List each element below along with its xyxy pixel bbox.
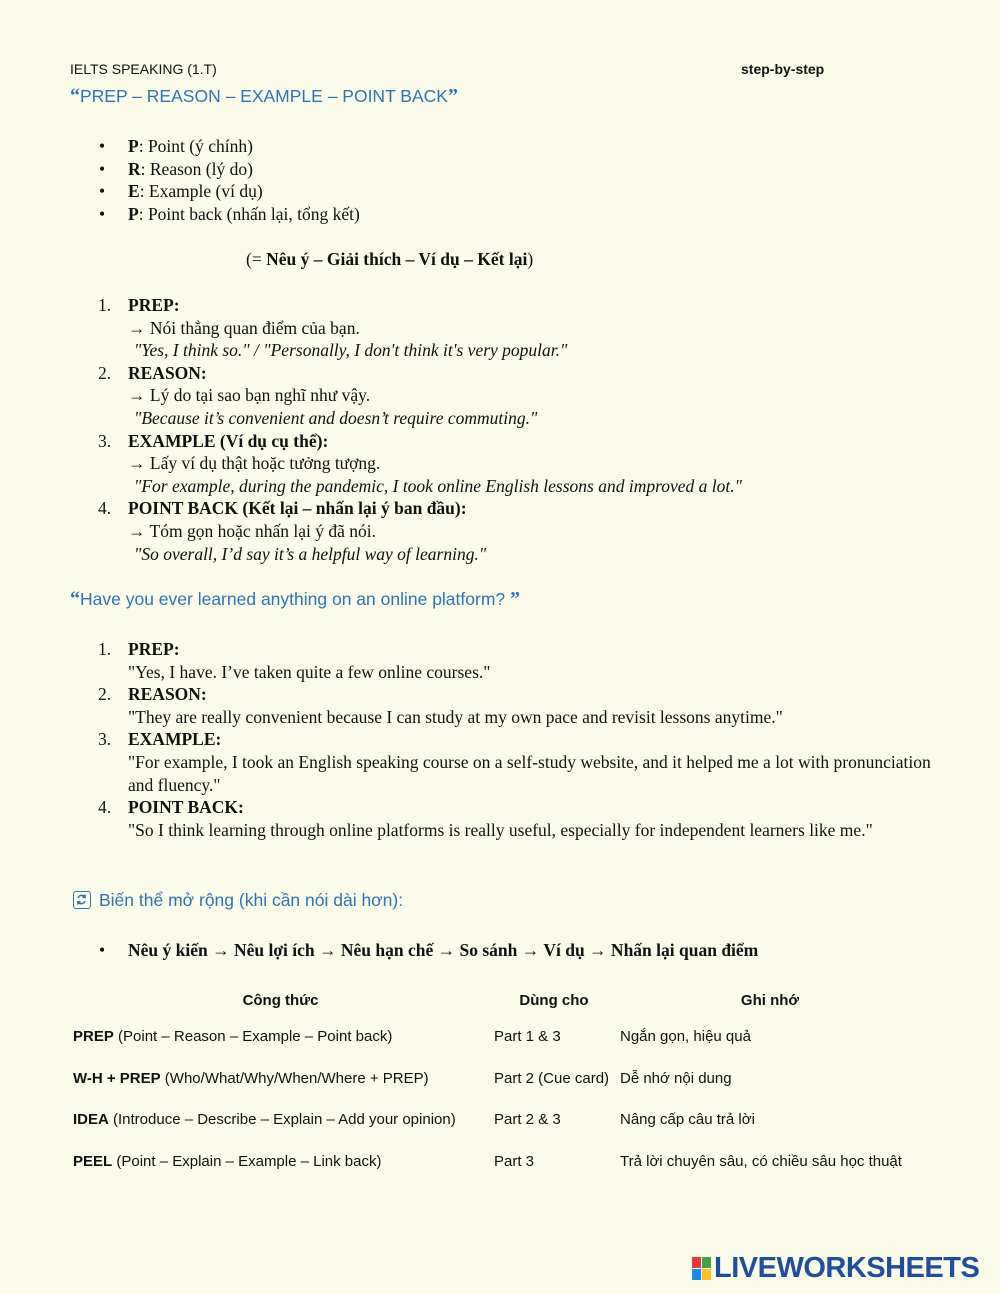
open-quote: “ xyxy=(70,85,80,107)
formula-expansion: (Introduce – Describe – Explain – Add your opinion) xyxy=(108,1111,456,1129)
list-item xyxy=(128,158,360,181)
step-number: 2. xyxy=(98,362,112,383)
use-cell: Part 2 (Cue card) xyxy=(494,1069,610,1087)
definition-letter: P xyxy=(128,136,139,156)
table-header-row xyxy=(70,984,923,1016)
logo-box xyxy=(692,1269,701,1280)
definition-list xyxy=(128,135,360,225)
note-cell: Nâng cấp câu trả lời xyxy=(620,1111,755,1129)
step-title: POINT BACK (Kết lại – nhấn lại ý ban đầu): xyxy=(128,498,467,519)
table-header-cell: Công thức xyxy=(242,991,319,1009)
formula-key: PEEL xyxy=(73,1152,113,1170)
step-number: 1. xyxy=(98,295,112,315)
definition-letter: E xyxy=(128,181,140,202)
logo-box xyxy=(702,1269,711,1280)
question-text: Have you ever learned anything on an online platform? xyxy=(80,589,510,609)
summary-close: ) xyxy=(527,249,534,269)
refresh-icon xyxy=(73,891,91,909)
table-row xyxy=(70,1058,923,1100)
definition-letter: R xyxy=(128,158,141,179)
summary-open: (= xyxy=(246,249,267,269)
answer-text: "Yes, I have. I’ve taken quite a few online courses." xyxy=(128,661,491,682)
steps-list xyxy=(98,294,742,565)
step-example: "For example, during the pandemic, I took online English lessons and improved a lot." xyxy=(134,475,742,496)
answer-title: REASON: xyxy=(128,684,207,705)
definition-letter: P xyxy=(128,203,139,224)
summary-bold: Nêu ý – Giải thích – Ví dụ – Kết lại xyxy=(266,249,528,269)
extension-heading-text: Biến thể mở rộng (khi cần nói dài hơn): xyxy=(99,890,404,910)
answer-number: 4. xyxy=(98,797,112,818)
formula-cell xyxy=(70,1099,491,1141)
formula-cell xyxy=(70,1016,491,1058)
step-desc: → Tóm gọn hoặc nhấn lại ý đã nói. xyxy=(128,520,377,541)
formula-expansion: (Point – Explain – Example – Link back) xyxy=(112,1152,382,1170)
formula-table xyxy=(70,984,923,1182)
answer-number: 1. xyxy=(98,639,112,659)
note-cell: Dễ nhớ nội dung xyxy=(620,1069,732,1087)
list-item xyxy=(98,362,742,430)
header-title: IELTS SPEAKING (1.T) xyxy=(70,61,217,77)
question-heading xyxy=(70,588,520,611)
logo-icon xyxy=(692,1257,711,1280)
formula-expansion: (Who/What/Why/When/Where + PREP) xyxy=(160,1069,429,1087)
section-title-text: PREP – REASON – EXAMPLE – POINT BACK xyxy=(80,86,448,106)
logo-text: LIVEWORKSHEETS xyxy=(714,1252,980,1284)
answer-title: EXAMPLE: xyxy=(128,729,222,750)
liveworksheets-logo xyxy=(692,1252,979,1285)
table-row xyxy=(70,1016,923,1058)
note-cell: Ngắn gọn, hiệu quả xyxy=(620,1028,751,1046)
use-cell: Part 3 xyxy=(494,1152,535,1170)
step-title: REASON: xyxy=(128,362,207,383)
step-example: "Yes, I think so." / "Personally, I don't think it's very popular." xyxy=(134,340,568,361)
step-number: 4. xyxy=(98,498,112,519)
formula-key: IDEA xyxy=(73,1111,109,1129)
definition-text: : Reason (lý do) xyxy=(140,158,253,179)
list-item xyxy=(128,180,360,203)
use-cell: Part 1 & 3 xyxy=(494,1028,561,1046)
table-header-cell: Dùng cho xyxy=(519,991,589,1009)
list-item xyxy=(98,638,938,683)
formula-key: W-H + PREP xyxy=(73,1069,161,1087)
answer-title: POINT BACK: xyxy=(128,797,244,818)
definition-text: : Point back (nhấn lại, tổng kết) xyxy=(138,203,360,224)
logo-box xyxy=(702,1257,711,1268)
formula-cell xyxy=(70,1141,491,1183)
logo-box xyxy=(692,1257,701,1268)
list-item xyxy=(98,497,742,565)
list-item xyxy=(98,430,742,498)
header-label: step-by-step xyxy=(741,61,825,77)
use-cell: Part 2 & 3 xyxy=(494,1111,561,1129)
table-header-cell: Ghi nhớ xyxy=(740,991,800,1009)
table-row xyxy=(70,1099,923,1141)
definition-text: : Example (ví dụ) xyxy=(139,181,263,202)
step-example: "Because it’s convenient and doesn’t require commuting." xyxy=(134,407,538,428)
step-number: 3. xyxy=(98,430,112,451)
step-desc: → Lấy ví dụ thật hoặc tưởng tượng. xyxy=(128,453,381,474)
step-title: EXAMPLE (Ví dụ cụ thể): xyxy=(128,430,329,451)
answer-text: "So I think learning through online platforms is really useful, especially for independent learners like me." xyxy=(128,819,873,840)
note-cell: Trả lời chuyên sâu, có chiều sâu học thuật xyxy=(620,1152,902,1170)
open-quote: “ xyxy=(70,588,80,610)
step-desc: → Nói thẳng quan điểm của bạn. xyxy=(128,317,360,338)
list-item xyxy=(128,203,360,226)
answer-title: PREP: xyxy=(128,639,180,659)
step-title: PREP: xyxy=(128,295,180,315)
step-desc: → Lý do tại sao bạn nghĩ như vậy. xyxy=(128,385,371,406)
section-title xyxy=(70,85,458,108)
list-item xyxy=(98,294,742,362)
formula-key: PREP xyxy=(73,1028,114,1046)
definition-text: : Point (ý chính) xyxy=(138,136,253,156)
close-quote: ” xyxy=(510,588,520,610)
extension-flow: • Nêu ý kiến → Nêu lợi ích → Nêu hạn chế → So sánh → Ví dụ → Nhấn lại quan điểm xyxy=(128,940,758,961)
answers-list xyxy=(98,638,938,841)
list-item xyxy=(98,796,938,841)
answer-number: 2. xyxy=(98,684,112,705)
close-quote: ” xyxy=(447,85,458,107)
list-item xyxy=(98,728,938,796)
extension-heading xyxy=(73,890,403,911)
table-row xyxy=(70,1141,923,1183)
summary-line xyxy=(246,249,533,270)
list-item xyxy=(98,683,938,728)
answer-text: "They are really convenient because I can study at my own pace and revisit lessons anytime." xyxy=(128,706,783,727)
answer-text: "For example, I took an English speaking course on a self-study website, and it helped me a lot with pronunciation and fluency." xyxy=(128,751,931,795)
list-item xyxy=(128,135,360,158)
formula-expansion: (Point – Reason – Example – Point back) xyxy=(113,1028,393,1046)
step-example: "So overall, I’d say it’s a helpful way of learning." xyxy=(134,543,487,564)
answer-number: 3. xyxy=(98,729,112,750)
formula-cell xyxy=(70,1058,491,1100)
